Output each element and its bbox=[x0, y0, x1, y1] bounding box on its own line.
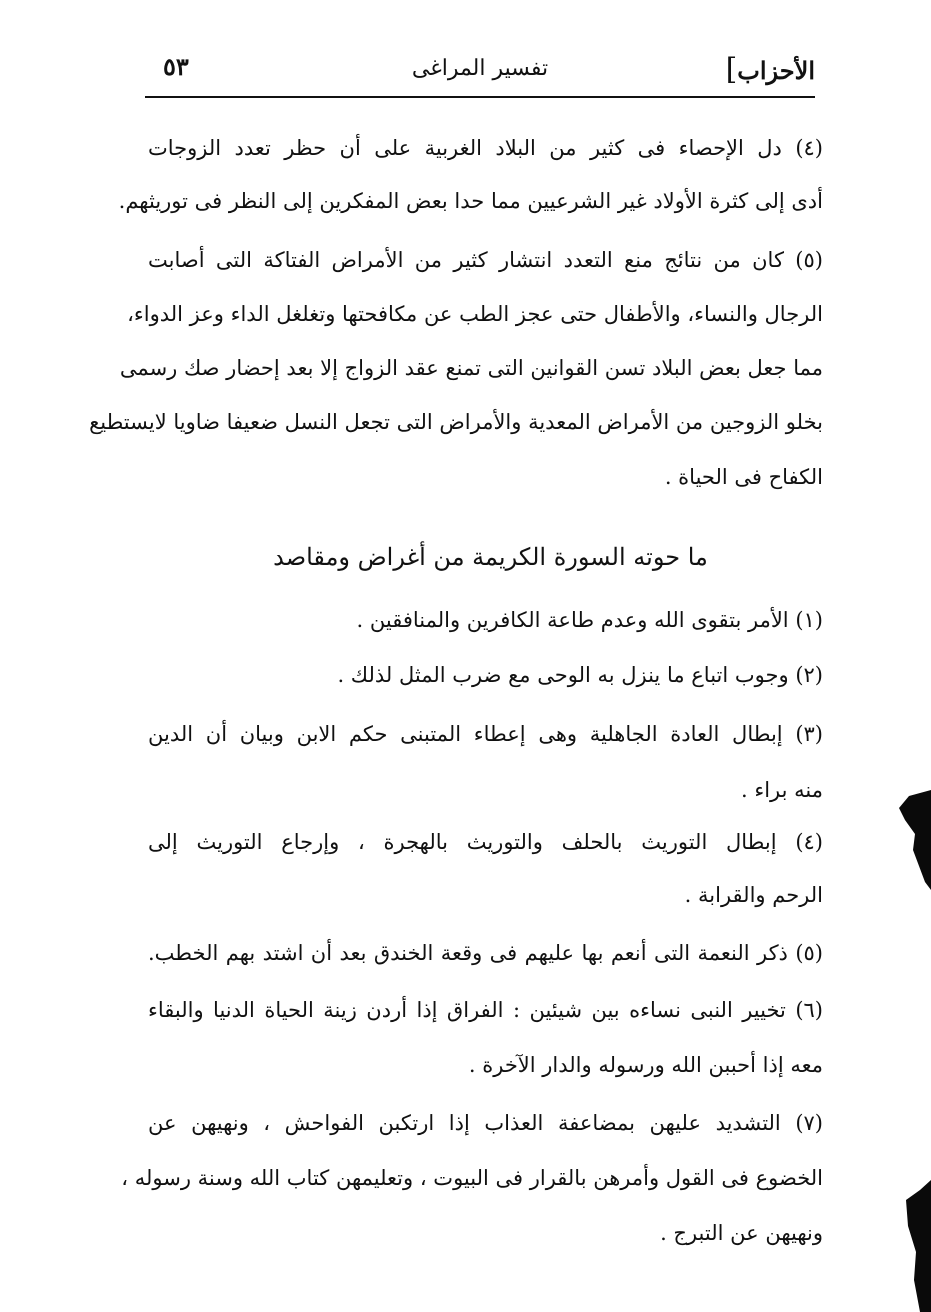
list-item-continuation: الخضوع فى القول وأمرهن بالقرار فى البيوت ، وتعليمهن كتاب الله وسنة رسوله ، bbox=[121, 1166, 823, 1190]
list-item: (١) الأمر بتقوى الله وعدم طاعة الكافرين والمنافقين . bbox=[356, 608, 823, 632]
header-rule bbox=[145, 96, 815, 98]
body-line: (٤) دل الإحصاء فى كثير من البلاد الغربية على أن حظر تعدد الزوجات bbox=[148, 136, 823, 160]
list-item: (٦) تخيير النبى نساءه بين شيئين : الفراق إذا أردن زينة الحياة الدنيا والبقاء bbox=[148, 998, 823, 1022]
body-line: أدى إلى كثرة الأولاد غير الشرعيين مما حدا بعض المفكرين إلى النظر فى توريثهم. bbox=[118, 189, 823, 213]
list-item: (٤) إبطال التوريث بالحلف والتوريث بالهجرة ، وإرجاع التوريث إلى bbox=[148, 830, 823, 854]
list-item-continuation: معه إذا أحببن الله ورسوله والدار الآخرة . bbox=[468, 1053, 823, 1077]
list-item: (٥) ذكر النعمة التى أنعم بها عليهم فى وقعة الخندق بعد أن اشتد بهم الخطب. bbox=[148, 941, 823, 965]
running-head bbox=[145, 40, 815, 96]
body-line: بخلو الزوجين من الأمراض المعدية والأمراض التى تجعل النسل ضعيفا ضاويا لايستطيع bbox=[89, 410, 823, 434]
body-line: الرجال والنساء، والأطفال حتى عجز الطب عن مكافحتها وتغلغل الداء وعز الدواء، bbox=[127, 302, 823, 326]
body-line: مما جعل بعض البلاد تسن القوانين التى تمنع عقد الزواج إلا بعد إحضار صك رسمى bbox=[119, 356, 823, 380]
scan-edge-blot bbox=[898, 1180, 931, 1312]
list-item-continuation: ونهيهن عن التبرج . bbox=[660, 1221, 823, 1245]
header-bracket: ] bbox=[725, 52, 738, 87]
list-item: (٣) إبطال العادة الجاهلية وهى إعطاء المتبنى حكم الابن وبيان أن الدين bbox=[148, 722, 823, 746]
page-number: ٥٣ bbox=[163, 52, 189, 81]
section-heading: ما حوته السورة الكريمة من أغراض ومقاصد bbox=[273, 543, 708, 571]
scan-edge-blot bbox=[895, 790, 931, 890]
body-line: (٥) كان من نتائج منع التعدد انتشار كثير من الأمراض الفتاكة التى أصابت bbox=[148, 248, 823, 272]
chapter-label: الأحزاب bbox=[737, 56, 815, 85]
list-item-continuation: منه براء . bbox=[740, 778, 823, 802]
body-line: الكفاح فى الحياة . bbox=[664, 465, 823, 489]
list-item: (٧) التشديد عليهن بمضاعفة العذاب إذا ارتكبن الفواحش ، ونهيهن عن bbox=[148, 1111, 823, 1135]
book-title: تفسير المراغى bbox=[411, 56, 549, 81]
list-item: (٢) وجوب اتباع ما ينزل به الوحى مع ضرب المثل لذلك . bbox=[337, 663, 823, 687]
list-item-continuation: الرحم والقرابة . bbox=[684, 883, 823, 907]
